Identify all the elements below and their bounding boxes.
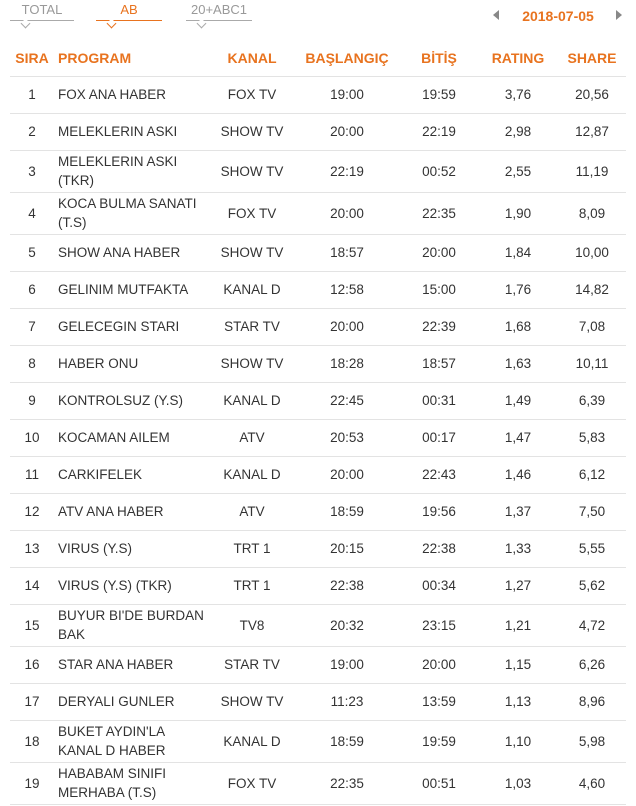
table-row [10, 646, 626, 683]
cell-channel: KANAL D [223, 733, 281, 749]
tab-total-label: TOTAL [21, 2, 63, 17]
cell-channel: SHOW TV [220, 163, 284, 179]
cell-end-time: 13:59 [422, 694, 456, 709]
cell-rating: 1,49 [504, 393, 532, 408]
cell-start-time: 22:45 [330, 393, 364, 408]
cell-channel: STAR TV [224, 319, 280, 334]
cell-end-time: 00:52 [422, 163, 456, 179]
cell-rank: 18 [24, 733, 40, 749]
cell-rating: 1,15 [504, 657, 532, 672]
next-date-arrow-icon[interactable] [616, 10, 622, 20]
cell-rating: 1,68 [504, 319, 532, 334]
cell-program: VIRUS (Y.S) (TKR) [58, 578, 172, 593]
cell-rank: 12 [24, 504, 40, 519]
cell-rating: 2,98 [504, 124, 532, 139]
cell-share: 5,55 [578, 541, 606, 556]
cell-program: CARKIFELEK [58, 467, 143, 482]
cell-share: 12,87 [575, 124, 609, 139]
cell-start-time: 20:32 [330, 617, 364, 633]
cell-rating: 1,63 [504, 356, 532, 371]
cell-rating: 1,10 [504, 733, 532, 749]
header-rating: RATING [491, 49, 545, 66]
cell-rank: 3 [28, 163, 36, 179]
cell-program: BUYUR BI'DE BURDAN BAK [58, 608, 204, 642]
cell-rank: 14 [24, 578, 40, 593]
cell-channel: FOX TV [227, 775, 277, 791]
cell-rank: 15 [24, 617, 40, 633]
cell-channel: KANAL D [223, 282, 281, 297]
cell-share: 20,56 [575, 87, 609, 102]
header-kanal: KANAL [227, 49, 277, 66]
header-sira: SIRA [15, 49, 49, 66]
cell-share: 7,08 [578, 319, 606, 334]
cell-program: HABER ONU [58, 356, 139, 371]
cell-share: 8,96 [578, 694, 606, 709]
cell-end-time: 19:56 [422, 504, 456, 519]
cell-share: 5,62 [578, 578, 606, 593]
ratings-table [10, 40, 626, 805]
cell-rank: 6 [28, 282, 36, 297]
cell-channel: KANAL D [223, 467, 281, 482]
cell-start-time: 20:15 [330, 541, 364, 556]
table-row [10, 192, 626, 234]
cell-end-time: 23:15 [422, 617, 456, 633]
cell-rating: 1,13 [504, 694, 532, 709]
table-row [10, 76, 626, 113]
cell-rank: 1 [28, 87, 36, 102]
cell-program: MELEKLERIN ASKI (TKR) [58, 154, 178, 188]
date-label: 2018-07-05 [522, 8, 594, 24]
cell-share: 6,26 [578, 657, 606, 672]
cell-share: 10,00 [575, 245, 609, 260]
tab-total[interactable] [10, 2, 74, 28]
cell-rating: 1,90 [504, 205, 532, 221]
cell-share: 4,72 [578, 617, 606, 633]
cell-program: GELINIM MUTFAKTA [58, 282, 189, 297]
cell-share: 5,83 [578, 430, 606, 445]
cell-share: 6,39 [578, 393, 606, 408]
table-row [10, 720, 626, 762]
tab-ab[interactable] [96, 2, 162, 28]
header-program: PROGRAM [58, 49, 132, 66]
cell-share: 14,82 [575, 282, 609, 297]
cell-program: KOCAMAN AILEM [58, 430, 170, 445]
cell-rating: 1,47 [504, 430, 532, 445]
cell-share: 10,11 [575, 356, 609, 371]
cell-rank: 11 [24, 467, 39, 482]
cell-end-time: 22:35 [422, 205, 456, 221]
table-row [10, 683, 626, 720]
cell-start-time: 20:00 [330, 319, 364, 334]
cell-rank: 13 [24, 541, 40, 556]
table-header [10, 40, 626, 76]
table-row [10, 419, 626, 456]
table-row [10, 456, 626, 493]
cell-channel: KANAL D [223, 393, 281, 408]
cell-start-time: 20:00 [330, 205, 364, 221]
cell-end-time: 20:00 [422, 657, 456, 672]
cell-rank: 2 [28, 124, 36, 139]
cell-start-time: 11:23 [330, 694, 364, 709]
cell-program: ATV ANA HABER [58, 504, 164, 519]
cell-rating: 3,76 [504, 87, 532, 102]
cell-program: STAR ANA HABER [58, 657, 174, 672]
table-row [10, 271, 626, 308]
cell-channel: ATV [239, 504, 265, 519]
cell-program: GELECEGIN STARI [58, 319, 180, 334]
cell-rank: 19 [24, 775, 40, 791]
cell-start-time: 20:00 [330, 124, 364, 139]
cell-share: 6,12 [578, 467, 606, 482]
cell-channel: SHOW TV [220, 356, 284, 371]
tab-20-abc1[interactable] [186, 2, 252, 28]
cell-start-time: 22:38 [330, 578, 364, 593]
table-row [10, 150, 626, 192]
cell-end-time: 22:38 [422, 541, 456, 556]
table-row [10, 234, 626, 271]
cell-share: 5,98 [578, 733, 606, 749]
cell-program: FOX ANA HABER [58, 87, 167, 102]
cell-share: 11,19 [575, 163, 609, 179]
tab-ab-label: AB [120, 2, 138, 17]
cell-rating: 1,76 [504, 282, 532, 297]
cell-end-time: 18:57 [422, 356, 456, 371]
cell-rating: 1,21 [504, 617, 532, 633]
header-share: SHARE [567, 49, 617, 66]
cell-start-time: 20:53 [330, 430, 364, 445]
cell-rating: 1,03 [504, 775, 532, 791]
cell-rating: 1,27 [504, 578, 532, 593]
cell-channel: TV8 [239, 617, 265, 633]
cell-channel: SHOW TV [220, 245, 284, 260]
cell-start-time: 19:00 [330, 87, 364, 102]
tab-20-abc1-label: 20+ABC1 [190, 2, 247, 17]
cell-channel: STAR TV [224, 657, 280, 672]
cell-share: 4,60 [578, 775, 606, 791]
cell-end-time: 22:19 [422, 124, 456, 139]
cell-rank: 17 [24, 694, 40, 709]
cell-channel: TRT 1 [233, 541, 271, 556]
cell-program: SHOW ANA HABER [58, 245, 181, 260]
table-body [10, 76, 626, 804]
table-row [10, 493, 626, 530]
cell-rank: 7 [28, 319, 36, 334]
cell-rank: 10 [24, 430, 40, 445]
cell-program: KOCA BULMA SANATI (T.S) [58, 196, 197, 230]
cell-end-time: 19:59 [422, 733, 456, 749]
cell-start-time: 18:59 [330, 504, 364, 519]
table-row [10, 530, 626, 567]
cell-end-time: 00:17 [422, 430, 456, 445]
cell-start-time: 12:58 [330, 282, 364, 297]
cell-rating: 1,46 [504, 467, 532, 482]
cell-share: 7,50 [578, 504, 606, 519]
header-bitis: BİTİŞ [421, 49, 457, 66]
cell-rank: 16 [24, 657, 40, 672]
cell-rating: 2,55 [504, 163, 532, 179]
table-row [10, 113, 626, 150]
cell-program: BUKET AYDIN'LA KANAL D HABER [58, 724, 166, 758]
cell-rating: 1,33 [504, 541, 532, 556]
cell-channel: SHOW TV [220, 124, 284, 139]
previous-date-arrow-icon[interactable] [493, 10, 499, 20]
cell-channel: ATV [239, 430, 265, 445]
cell-rank: 5 [28, 245, 36, 260]
cell-end-time: 19:59 [422, 87, 456, 102]
cell-end-time: 00:34 [422, 578, 456, 593]
table-row [10, 762, 626, 804]
cell-end-time: 22:43 [422, 467, 456, 482]
table-row [10, 604, 626, 646]
cell-channel: TRT 1 [233, 578, 271, 593]
cell-rating: 1,84 [504, 245, 532, 260]
cell-rank: 8 [28, 356, 36, 371]
cell-program: VIRUS (Y.S) [58, 541, 133, 556]
tab-underline [186, 20, 252, 21]
cell-rank: 4 [28, 205, 36, 221]
tab-underline [96, 20, 162, 21]
table-row [10, 382, 626, 419]
cell-end-time: 00:51 [422, 775, 456, 791]
cell-share: 8,09 [578, 205, 606, 221]
cell-start-time: 18:59 [330, 733, 364, 749]
table-row [10, 308, 626, 345]
cell-program: HABABAM SINIFI MERHABA (T.S) [58, 766, 167, 800]
top-bar [0, 0, 636, 34]
cell-rating: 1,37 [504, 504, 532, 519]
cell-end-time: 22:39 [422, 319, 456, 334]
cell-rank: 9 [28, 393, 36, 408]
cell-channel: FOX TV [227, 87, 277, 102]
cell-program: KONTROLSUZ (Y.S) [58, 393, 184, 408]
cell-start-time: 18:28 [330, 356, 364, 371]
cell-end-time: 00:31 [422, 393, 456, 408]
cell-program: MELEKLERIN ASKI [58, 124, 178, 139]
cell-start-time: 19:00 [330, 657, 364, 672]
header-baslangic: BAŞLANGIÇ [305, 49, 389, 66]
cell-channel: SHOW TV [220, 694, 284, 709]
cell-start-time: 20:00 [330, 467, 364, 482]
cell-program: DERYALI GUNLER [58, 694, 175, 709]
table-row [10, 345, 626, 382]
cell-end-time: 20:00 [422, 245, 456, 260]
cell-start-time: 22:35 [330, 775, 364, 791]
cell-channel: FOX TV [227, 205, 277, 221]
cell-start-time: 22:19 [330, 163, 364, 179]
table-row [10, 567, 626, 604]
cell-end-time: 15:00 [422, 282, 456, 297]
tab-underline [10, 20, 74, 21]
cell-start-time: 18:57 [330, 245, 364, 260]
